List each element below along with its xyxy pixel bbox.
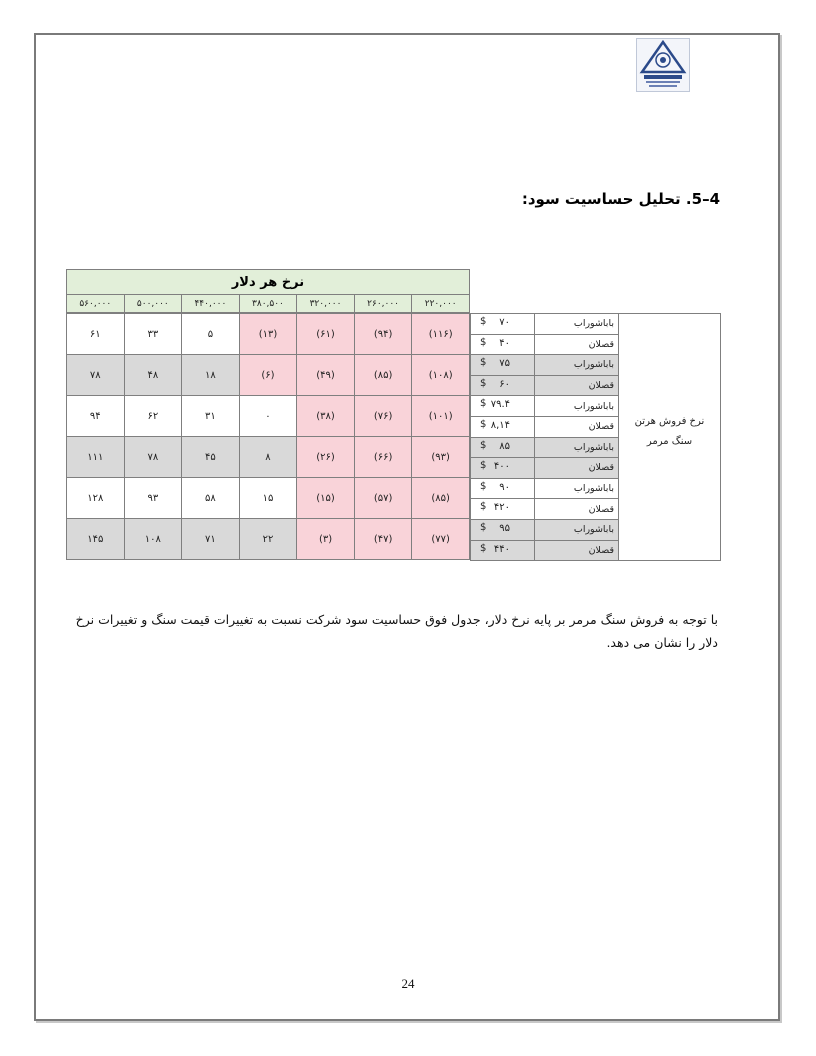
price-value: ۴۰ xyxy=(499,337,510,349)
stone-type: قصلان xyxy=(535,499,619,520)
table-row xyxy=(67,396,470,437)
dollar-rate: ۳۸۰,۵۰۰ xyxy=(239,295,297,313)
profit-cell: ۶۱ xyxy=(67,314,125,355)
profit-cell: ۵۸ xyxy=(182,478,240,519)
stone-type: باباشوراب xyxy=(535,478,619,499)
profit-cell: ۰ xyxy=(239,396,297,437)
profit-cell: (۸۵) xyxy=(354,355,412,396)
profit-cell: (۶۶) xyxy=(354,437,412,478)
profit-cell: (۲۶) xyxy=(297,437,355,478)
stone-price-table xyxy=(470,313,721,561)
table-row xyxy=(67,314,470,355)
currency-symbol: $ xyxy=(480,521,487,533)
section-heading: 4–5. تحلیل حساسیت سود: xyxy=(521,190,720,208)
price-row-label-text: نرخ فروش هرتن سنگ مرمر xyxy=(634,416,705,448)
currency-symbol: $ xyxy=(480,460,487,472)
dollar-rate: ۵۶۰,۰۰۰ xyxy=(67,295,125,313)
price-cell xyxy=(471,355,535,376)
stone-type: قصلان xyxy=(535,458,619,479)
price-value: ۹۵ xyxy=(499,522,510,534)
price-value: ۴۴۰ xyxy=(493,543,510,555)
currency-symbol: $ xyxy=(480,418,487,430)
price-row-label xyxy=(619,314,721,561)
profit-cell: ۸ xyxy=(239,437,297,478)
stone-type: باباشوراب xyxy=(535,396,619,417)
profit-cell: (۶) xyxy=(239,355,297,396)
profit-sensitivity-grid xyxy=(66,313,470,560)
profit-cell: (۹۳) xyxy=(412,437,470,478)
dollar-rate: ۵۰۰,۰۰۰ xyxy=(124,295,182,313)
profit-cell: ۱۱۱ xyxy=(67,437,125,478)
stone-type: باباشوراب xyxy=(535,355,619,376)
profit-cell: (۱۰۱) xyxy=(412,396,470,437)
profit-cell: ۹۴ xyxy=(67,396,125,437)
profit-cell: ۱۲۸ xyxy=(67,478,125,519)
dollar-rate: ۲۶۰,۰۰۰ xyxy=(354,295,412,313)
dollar-rate: ۲۲۰,۰۰۰ xyxy=(412,295,470,313)
currency-symbol: $ xyxy=(480,398,487,410)
stone-type: قصلان xyxy=(535,416,619,437)
stone-type: باباشوراب xyxy=(535,437,619,458)
price-cell xyxy=(471,519,535,540)
currency-symbol: $ xyxy=(480,501,487,513)
price-value: ۹۰ xyxy=(499,481,510,493)
page-number: 24 xyxy=(401,976,415,991)
dollar-rate-header xyxy=(66,269,470,313)
profit-cell: ۴۵ xyxy=(182,437,240,478)
profit-cell: ۴۸ xyxy=(124,355,182,396)
currency-symbol: $ xyxy=(480,377,487,389)
profit-cell: ۱۴۵ xyxy=(67,519,125,560)
stone-type: قصلان xyxy=(535,375,619,396)
company-logo-icon xyxy=(636,38,690,92)
profit-cell: (۳) xyxy=(297,519,355,560)
profit-cell: ۶۲ xyxy=(124,396,182,437)
currency-symbol: $ xyxy=(480,542,487,554)
dollar-rate-title: نرخ هر دلار xyxy=(67,270,470,295)
price-value: ۶۰ xyxy=(499,378,510,390)
stone-type: قصلان xyxy=(535,334,619,355)
table-row xyxy=(471,314,721,335)
profit-cell: ۷۱ xyxy=(182,519,240,560)
price-value: ۷۵ xyxy=(499,358,510,370)
profit-cell: ۷۸ xyxy=(124,437,182,478)
price-value: ۴۰۰ xyxy=(493,461,510,473)
price-cell xyxy=(471,375,535,396)
profit-cell: ۷۸ xyxy=(67,355,125,396)
price-cell xyxy=(471,458,535,479)
currency-symbol: $ xyxy=(480,439,487,451)
price-value: ۷۰ xyxy=(499,317,510,328)
profit-cell: (۷۷) xyxy=(412,519,470,560)
price-cell xyxy=(471,499,535,520)
profit-cell: ۱۰۸ xyxy=(124,519,182,560)
dollar-rate: ۴۴۰,۰۰۰ xyxy=(182,295,240,313)
profit-cell: ۱۸ xyxy=(182,355,240,396)
profit-cell: (۴۹) xyxy=(297,355,355,396)
table-row xyxy=(67,437,470,478)
stone-type: باباشوراب xyxy=(535,314,619,335)
currency-symbol: $ xyxy=(480,316,487,327)
profit-cell: (۱۳) xyxy=(239,314,297,355)
profit-cell: ۱۵ xyxy=(239,478,297,519)
table-row xyxy=(67,519,470,560)
stone-type: قصلان xyxy=(535,540,619,561)
profit-cell: (۳۸) xyxy=(297,396,355,437)
price-value: ۴۲۰ xyxy=(493,502,510,514)
price-cell xyxy=(471,478,535,499)
profit-cell: ۳۱ xyxy=(182,396,240,437)
profit-cell: (۸۵) xyxy=(412,478,470,519)
price-cell xyxy=(471,314,535,335)
currency-symbol: $ xyxy=(480,336,487,348)
profit-cell: (۷۶) xyxy=(354,396,412,437)
profit-cell: (۴۷) xyxy=(354,519,412,560)
table-row xyxy=(67,355,470,396)
price-cell xyxy=(471,396,535,417)
price-cell xyxy=(471,334,535,355)
profit-cell: ۵ xyxy=(182,314,240,355)
profit-cell: ۳۳ xyxy=(124,314,182,355)
profit-cell: (۱۰۸) xyxy=(412,355,470,396)
currency-symbol: $ xyxy=(480,357,487,369)
profit-cell: (۵۷) xyxy=(354,478,412,519)
price-cell xyxy=(471,437,535,458)
profit-cell: ۹۳ xyxy=(124,478,182,519)
stone-type: باباشوراب xyxy=(535,519,619,540)
dollar-rate: ۳۲۰,۰۰۰ xyxy=(297,295,355,313)
profit-cell: (۱۵) xyxy=(297,478,355,519)
price-value: ۸۵ xyxy=(499,440,510,452)
profit-cell: ۲۲ xyxy=(239,519,297,560)
price-cell xyxy=(471,416,535,437)
price-value: ۸,۱۴ xyxy=(490,419,510,431)
body-paragraph: با توجه به فروش سنگ مرمر بر پایه نرخ دلار، جدول فوق حساسیت سود شرکت نسبت به تغییرات قیمت سنگ و تغییرات نرخ دلار را نشان می دهد. xyxy=(75,612,718,650)
table-row xyxy=(67,478,470,519)
price-value: ۷۹.۴ xyxy=(490,399,510,411)
profit-cell: (۱۱۶) xyxy=(412,314,470,355)
profit-cell: (۹۴) xyxy=(354,314,412,355)
price-cell xyxy=(471,540,535,561)
currency-symbol: $ xyxy=(480,480,487,492)
profit-cell: (۶۱) xyxy=(297,314,355,355)
